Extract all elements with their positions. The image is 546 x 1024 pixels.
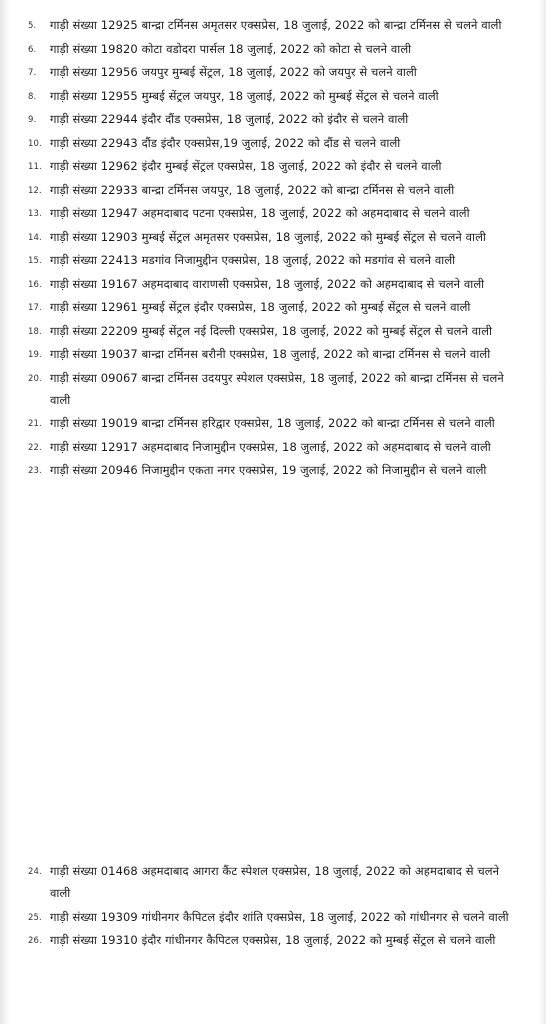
item-number: 16. — [28, 279, 42, 290]
item-text: गाड़ी संख्या 01468 अहमदाबाद आगरा कैंट स्पेशल एक्सप्रेस, 18 जुलाई, 2022 को अहमदाबाद से चलने वाली — [50, 864, 500, 900]
item-text: गाड़ी संख्या 12961 मुम्बई सेंट्रल इंदौर एक्सप्रेस, 18 जुलाई, 2022 को मुम्बई सेंट्रल से चलने वाली — [50, 300, 471, 314]
train-list-page-1 — [0, 14, 546, 483]
item-number: 7. — [28, 68, 37, 78]
item-text: गाड़ी संख्या 09067 बान्द्रा टर्मिनस उदयपुर स्पेशल एक्सप्रेस, 18 जुलाई, 2022 को बान्द्रा टर्मिनस से चलने वाली — [50, 370, 504, 407]
item-text: गाड़ी संख्या 19310 इंदौर गांधीनगर कैपिटल एक्सप्रेस, 18 जुलाई, 2022 को मुम्बई सेंट्रल से चलने वाली — [50, 933, 496, 947]
list-item — [0, 906, 546, 928]
item-number: 21. — [28, 419, 42, 429]
list-item — [0, 367, 546, 411]
item-text: गाड़ी संख्या 19019 बान्द्रा टर्मिनस हरिद्वार एक्सप्रेस, 18 जुलाई, 2022 को बान्द्रा टर्मिनस से चलने वाली — [50, 416, 495, 430]
list-item — [0, 412, 546, 434]
item-number: 26. — [28, 936, 42, 946]
list-item — [0, 108, 546, 130]
item-text: गाड़ी संख्या 19309 गांधीनगर कैपिटल इंदौर शांति एक्सप्रेस, 18 जुलाई, 2022 को गांधीनगर से चलने वाली — [50, 909, 509, 924]
list-item — [0, 132, 546, 154]
list-item — [0, 249, 546, 271]
item-number: 24. — [28, 867, 42, 877]
item-text: गाड़ी संख्या 19167 अहमदाबाद वाराणसी एक्सप्रेस, 18 जुलाई, 2022 को अहमदाबाद से चलने वाली — [50, 276, 485, 291]
list-item — [0, 436, 546, 458]
item-text: गाड़ी संख्या 22413 मडगांव निजामुद्दीन एक्सप्रेस, 18 जुलाई, 2022 को मडगांव से चलने वाली — [50, 253, 456, 267]
item-number: 9. — [28, 115, 37, 125]
list-item — [0, 202, 546, 224]
item-number: 18. — [28, 326, 42, 337]
list-item — [0, 226, 546, 248]
item-text: गाड़ी संख्या 12925 बान्द्रा टर्मिनस अमृतसर एक्सप्रेस, 18 जुलाई, 2022 को बान्द्रा टर्मिनस से चलने वाली — [50, 18, 502, 32]
item-text: गाड़ी संख्या 12917 अहमदाबाद निजामुद्दीन एक्सप्रेस, 18 जुलाई, 2022 को अहमदाबाद से चलने वाली — [50, 439, 491, 454]
item-text: गाड़ी संख्या 19037 बान्द्रा टर्मिनस बरौनी एक्सप्रेस, 18 जुलाई, 2022 को बान्द्रा टर्मिनस से चलने वाली — [50, 347, 491, 361]
list-item — [0, 929, 546, 951]
item-text: गाड़ी संख्या 12956 जयपुर मुम्बई सेंट्रल, 18 जुलाई, 2022 को जयपुर से चलने वाली — [50, 65, 417, 79]
item-number: 5. — [28, 21, 37, 31]
item-text: गाड़ी संख्या 22209 मुम्बई सेंट्रल नई दिल्ली एक्सप्रेस, 18 जुलाई, 2022 को मुम्बई सेंट्रल से चलने वाली — [50, 323, 493, 338]
item-text: गाड़ी संख्या 12962 इंदौर मुम्बई सेंट्रल एक्सप्रेस, 18 जुलाई, 2022 को इंदौर से चलने वाली — [50, 159, 442, 173]
page-break — [0, 790, 546, 830]
item-number: 11. — [28, 162, 42, 172]
item-text: गाड़ी संख्या 22943 दौंड इंदौर एक्सप्रेस,19 जुलाई, 2022 को दौंड से चलने वाली — [50, 135, 401, 150]
list-item — [0, 155, 546, 177]
list-item — [0, 14, 546, 36]
item-text: गाड़ी संख्या 19820 कोटा वडोदरा पार्सल 18 जुलाई, 2022 को कोटा से चलने वाली — [50, 41, 412, 56]
list-item — [0, 459, 546, 481]
item-number: 20. — [28, 373, 42, 384]
list-item — [0, 179, 546, 201]
train-list-page-2 — [0, 860, 546, 953]
item-text: गाड़ी संख्या 12903 मुम्बई सेंट्रल अमृतसर एक्सप्रेस, 18 जुलाई, 2022 को मुम्बई सेंट्रल से चलने वाली — [50, 229, 486, 244]
list-item — [0, 273, 546, 295]
item-number: 15. — [28, 256, 42, 266]
list-item — [0, 860, 546, 904]
list-item — [0, 343, 546, 365]
item-number: 14. — [28, 232, 42, 243]
list-item — [0, 85, 546, 107]
list-item — [0, 61, 546, 83]
item-number: 17. — [28, 303, 42, 313]
item-number: 10. — [28, 138, 42, 149]
item-text: गाड़ी संख्या 22944 इंदौर दौंड एक्सप्रेस, 18 जुलाई, 2022 को इंदौर से चलने वाली — [50, 112, 409, 126]
list-item — [0, 296, 546, 318]
item-text: गाड़ी संख्या 12947 अहमदाबाद पटना एक्सप्रेस, 18 जुलाई, 2022 को अहमदाबाद से चलने वाली — [50, 206, 470, 220]
item-text: गाड़ी संख्या 22933 बान्द्रा टर्मिनस जयपुर, 18 जुलाई, 2022 को बान्द्रा टर्मिनस से चलने वाली — [50, 182, 455, 197]
list-item — [0, 320, 546, 342]
item-number: 23. — [28, 466, 42, 476]
item-text: गाड़ी संख्या 12955 मुम्बई सेंट्रल जयपुर, 18 जुलाई, 2022 को मुम्बई सेंट्रल से चलने वाली — [50, 88, 439, 103]
item-text: गाड़ी संख्या 20946 निजामुद्दीन एकता नगर एक्सप्रेस, 19 जुलाई, 2022 को निजामुद्दीन से चलने वाली — [50, 463, 487, 477]
item-number: 12. — [28, 185, 42, 196]
item-number: 25. — [28, 912, 42, 923]
item-number: 22. — [28, 442, 42, 453]
list-item — [0, 38, 546, 60]
item-number: 8. — [28, 91, 37, 102]
item-number: 19. — [28, 350, 42, 360]
item-number: 6. — [28, 44, 37, 55]
item-number: 13. — [28, 209, 42, 219]
